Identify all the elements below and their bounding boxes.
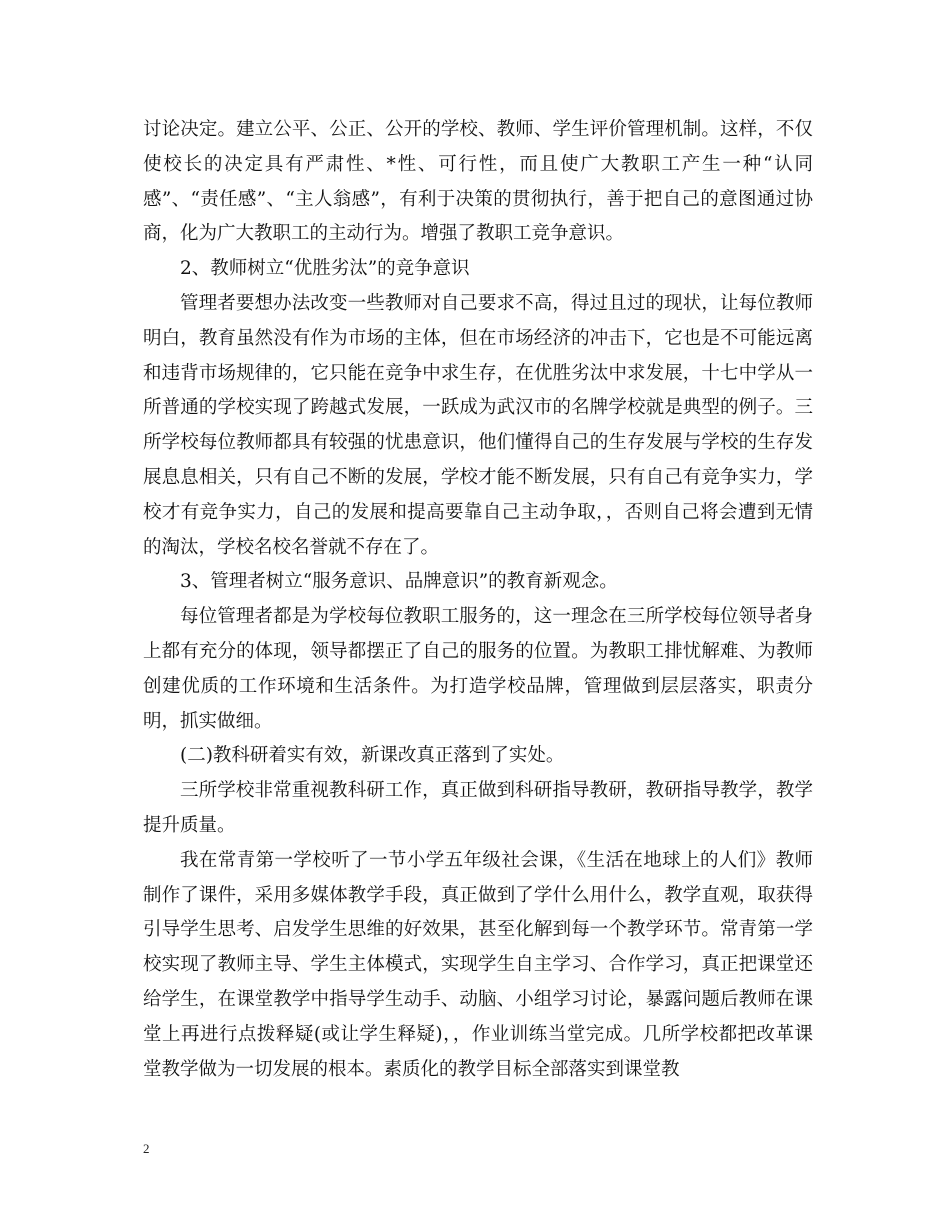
paragraph-service: 每位管理者都是为学校每位教职工服务的，这一理念在三所学校每位领导者身上都有充分的体现，领导都摆正了自己的服务的位置。为教职工排忧解难、为教师创建优质的工作环境和生活条件。为打造学校品牌，管理做到层层落实，职责分明，抓实做细。 bbox=[143, 606, 813, 732]
heading-competition-awareness: 2、教师树立“优胜劣汰”的竞争意识 bbox=[180, 258, 470, 280]
heading-service-awareness: 3、管理者树立“服务意识、品牌意识”的教育新观念。 bbox=[180, 571, 618, 593]
paragraph-competition: 管理者要想办法改变一些教师对自己要求不高，得过且过的现状，让每位教师明白，教育虽然没有作为市场的主体，但在市场经济的冲击下，它也是不可能远离和违背市场规律的，它只能在竞争中求生存，在优胜劣汰中求发展，十七中学从一所普通的学校实现了跨越式发展，一跃成为武汉市的名牌学校就是典型的例子。三所学校每位教师都具有较强的忧患意识，他们懂得自己的生存发展与学校的生存发展息息相关，只有自己不断的发展，学校才能不断发展，只有自己有竞争实力，学校才有竞争实力，自己的发展和提高要靠自己主动争取，，否则自己将会遭到无情的淘汰，学校名校名誉就不存在了。 bbox=[143, 292, 813, 558]
document-body bbox=[143, 113, 813, 1087]
paragraph-continuation: 讨论决定。建立公平、公正、公开的学校、教师、学生评价管理机制。这样，不仅使校长的决定具有严肃性、*性、可行性，而且使广大教职工产生一种“认同感”、“责任感”、“主人翁感”，有利于决策的贯彻执行，善于把自己的意图通过协商，化为广大教职工的主动行为。增强了教职工竞争意识。 bbox=[143, 119, 813, 245]
page-number: 2 bbox=[143, 1141, 150, 1156]
paragraph-classroom-observation: 我在常青第一学校听了一节小学五年级社会课，《生活在地球上的人们》教师制作了课件，采用多媒体教学手段，真正做到了学什么用什么，教学直观，取获得引导学生思考、启发学生思维的好效果，甚至化解到每一个教学环节。常青第一学校实现了教师主导、学生主体模式，实现学生自主学习、合作学习，真正把课堂还给学生，在课堂教学中指导学生动手、动脑、小组学习讨论，暴露问题后教师在课堂上再进行点拨释疑(或让学生释疑)，，作业训练当堂完成。几所学校都把改革课堂教学做为一切发展的根本。素质化的教学目标全部落实到课堂教 bbox=[143, 849, 813, 1080]
heading-teaching-research: (二)教科研着实有效，新课改真正落到了实处。 bbox=[180, 745, 565, 767]
paragraph-teaching-research: 三所学校非常重视教科研工作，真正做到科研指导教研，教研指导教学，教学提升质量。 bbox=[143, 780, 813, 836]
